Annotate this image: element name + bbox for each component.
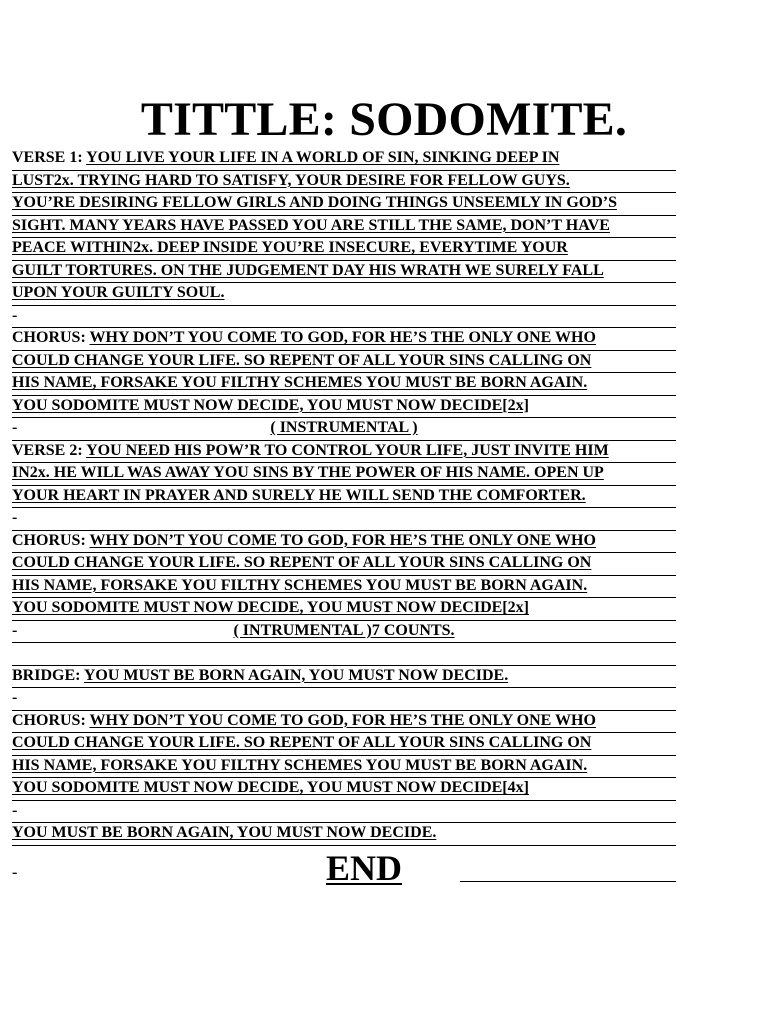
verse2-label: VERSE 2: bbox=[12, 441, 83, 459]
verse2-text: YOU NEED HIS POW’R TO CONTROL YOUR LIFE, JUST INVITE HIM bbox=[86, 441, 609, 459]
chorus1-label: CHORUS: bbox=[12, 329, 86, 346]
dash-mark: - bbox=[12, 621, 18, 639]
spacer-line bbox=[12, 642, 676, 666]
chorus1-text: COULD CHANGE YOUR LIFE. SO REPENT OF ALL YOUR SINS CALLING ON bbox=[12, 351, 592, 369]
chorus2-text: WHY DON’T YOU COME TO GOD, FOR HE’S THE ONLY ONE WHO bbox=[89, 531, 596, 549]
chorus1-text: WHY DON’T YOU COME TO GOD, FOR HE’S THE ONLY ONE WHO bbox=[89, 329, 596, 346]
chorus1-line bbox=[12, 327, 676, 351]
chorus1-text: HIS NAME, FORSAKE YOU FILTHY SCHEMES YOU MUST BE BORN AGAIN. bbox=[12, 374, 588, 391]
chorus3-line bbox=[12, 732, 676, 756]
verse1-line bbox=[12, 260, 676, 284]
dash-mark: - bbox=[12, 864, 18, 881]
chorus2-line bbox=[12, 530, 676, 554]
verse1-label: VERSE 1: bbox=[12, 149, 83, 166]
spacer-line bbox=[12, 800, 676, 824]
chorus2-text: HIS NAME, FORSAKE YOU FILTHY SCHEMES YOU MUST BE BORN AGAIN. bbox=[12, 576, 588, 594]
chorus3-label: CHORUS: bbox=[12, 711, 86, 729]
chorus1-line bbox=[12, 395, 676, 419]
bridge-label: BRIDGE: bbox=[12, 666, 81, 684]
chorus2-text: COULD CHANGE YOUR LIFE. SO REPENT OF ALL YOUR SINS CALLING ON bbox=[12, 554, 592, 571]
chorus1-line bbox=[12, 350, 676, 374]
instrumental1-text: ( INSTRUMENTAL ) bbox=[270, 419, 418, 436]
instrumental2-line bbox=[12, 620, 676, 644]
end-row bbox=[12, 850, 676, 886]
verse2-line bbox=[12, 485, 676, 509]
chorus3-text: YOU SODOMITE MUST NOW DECIDE, YOU MUST NOW DECIDE[4x] bbox=[12, 779, 529, 796]
end-text: END bbox=[326, 848, 403, 888]
verse1-text: UPON YOUR GUILTY SOUL. bbox=[12, 284, 225, 301]
page-title: TITTLE: SODOMITE. bbox=[140, 93, 628, 146]
verse2-line bbox=[12, 462, 676, 486]
verse1-text: YOU LIVE YOUR LIFE IN A WORLD OF SIN, SINKING DEEP IN bbox=[86, 149, 560, 166]
instrumental2-text: ( INTRUMENTAL )7 COUNTS. bbox=[233, 621, 455, 639]
outro-line bbox=[12, 822, 676, 846]
dash-mark: - bbox=[12, 306, 18, 324]
chorus2-label: CHORUS: bbox=[12, 531, 86, 549]
verse1-line bbox=[12, 282, 676, 306]
verse1-text: LUST2x. TRYING HARD TO SATISFY, YOUR DESIRE FOR FELLOW GUYS. bbox=[12, 171, 570, 189]
chorus3-line bbox=[12, 755, 676, 779]
dash-mark: - bbox=[12, 801, 18, 819]
verse2-text: IN2x. HE WILL WAS AWAY YOU SINS BY THE POWER OF HIS NAME. OPEN UP bbox=[12, 464, 604, 481]
chorus2-line bbox=[12, 552, 676, 576]
spacer-line bbox=[12, 305, 676, 329]
verse1-text: PEACE WITHIN2x. DEEP INSIDE YOU’RE INSECURE, EVERYTIME YOUR bbox=[12, 239, 568, 256]
verse1-line bbox=[12, 215, 676, 239]
chorus3-line bbox=[12, 710, 676, 734]
verse1-line bbox=[12, 147, 676, 171]
chorus2-text: YOU SODOMITE MUST NOW DECIDE, YOU MUST NOW DECIDE[2x] bbox=[12, 599, 529, 616]
chorus1-text: YOU SODOMITE MUST NOW DECIDE, YOU MUST NOW DECIDE[2x] bbox=[12, 396, 529, 414]
verse2-line bbox=[12, 440, 676, 464]
verse1-text: SIGHT. MANY YEARS HAVE PASSED YOU ARE STILL THE SAME, DON’T HAVE bbox=[12, 216, 610, 234]
verse2-text: YOUR HEART IN PRAYER AND SURELY HE WILL SEND THE COMFORTER. bbox=[12, 486, 586, 504]
verse1-line bbox=[12, 237, 676, 261]
verse1-line bbox=[12, 170, 676, 194]
chorus3-text: COULD CHANGE YOUR LIFE. SO REPENT OF ALL YOUR SINS CALLING ON bbox=[12, 734, 592, 751]
dash-mark: - bbox=[12, 689, 18, 706]
chorus3-text: WHY DON’T YOU COME TO GOD, FOR HE’S THE ONLY ONE WHO bbox=[89, 711, 596, 729]
outro-text: YOU MUST BE BORN AGAIN, YOU MUST NOW DECIDE. bbox=[12, 824, 437, 841]
verse1-text: YOU’RE DESIRING FELLOW GIRLS AND DOING THINGS UNSEEMLY IN GOD’S bbox=[12, 194, 618, 211]
spacer-line bbox=[12, 507, 676, 531]
spacer-line bbox=[12, 687, 676, 711]
end-rule bbox=[460, 881, 676, 882]
dash-mark: - bbox=[12, 419, 18, 436]
chorus1-line bbox=[12, 372, 676, 396]
verse1-line bbox=[12, 192, 676, 216]
bridge-line bbox=[12, 665, 676, 689]
bridge-text: YOU MUST BE BORN AGAIN, YOU MUST NOW DECIDE. bbox=[83, 666, 509, 684]
instrumental1-line bbox=[12, 417, 676, 441]
chorus2-line bbox=[12, 597, 676, 621]
chorus2-line bbox=[12, 575, 676, 599]
chorus3-line bbox=[12, 777, 676, 801]
verse1-text: GUILT TORTURES. ON THE JUDGEMENT DAY HIS WRATH WE SURELY FALL bbox=[12, 261, 604, 279]
chorus3-text: HIS NAME, FORSAKE YOU FILTHY SCHEMES YOU MUST BE BORN AGAIN. bbox=[12, 756, 588, 774]
dash-mark: - bbox=[12, 509, 18, 526]
